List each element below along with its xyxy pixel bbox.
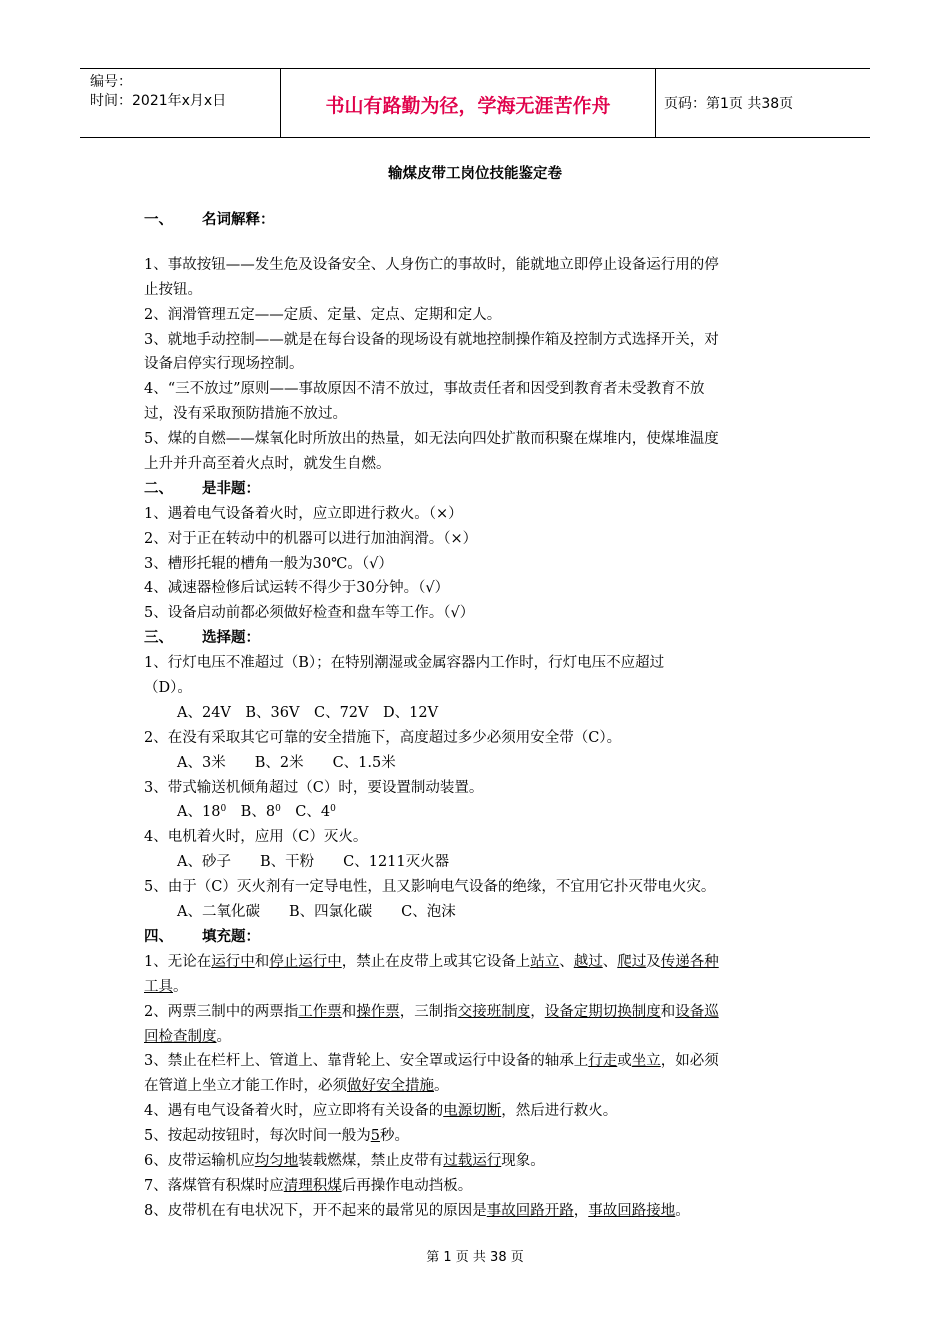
question: 4、电机着火时，应用（C）灭火。 xyxy=(144,829,368,846)
fill-item: 5、按起动按钮时，每次时间一般为5秒。 xyxy=(144,1128,409,1145)
answer-options: A、砂子 B、干粉 C、1211灭火器 xyxy=(177,854,450,871)
fill-item-cont: 回检查制度。 xyxy=(144,1028,231,1045)
list-item: 2、润滑管理五定——定质、定量、定点、定期和定人。 xyxy=(144,306,502,323)
header-motto: 书山有路勤为径，学海无涯苦作舟 xyxy=(325,95,611,117)
list-item-cont: 止按钮。 xyxy=(144,281,202,298)
list-item: 1、遇着电气设备着火时，应立即进行救火。（×） xyxy=(144,505,463,522)
list-item: 2、对于正在转动中的机器可以进行加油润滑。（×） xyxy=(144,530,478,547)
header-divider xyxy=(280,69,281,137)
document-header xyxy=(80,68,870,138)
list-item: 3、槽形托辊的槽角一般为30℃。（√） xyxy=(144,555,393,572)
list-item: 5、煤的自燃——煤氧化时所放出的热量，如无法向四处扩散而积聚在煤堆内，使煤堆温度 xyxy=(144,431,719,448)
question: 1、行灯电压不准超过（B）；在特别潮湿或金属容器内工作时，行灯电压不应超过 xyxy=(144,655,665,672)
list-item: 4、“三不放过”原则——事故原因不清不放过，事故责任者和因受到教育者未受教育不放 xyxy=(144,381,705,398)
fill-item-cont: 工具。 xyxy=(144,978,188,995)
question: 2、在没有采取其它可靠的安全措施下，高度超过多少必须用安全带（C）。 xyxy=(144,729,622,746)
page-info: 页码：第1页 共38页 xyxy=(664,96,794,112)
number-label: 编号： xyxy=(90,74,132,90)
fill-item: 6、皮带运输机应均匀地装载燃煤，禁止皮带有过载运行现象。 xyxy=(144,1152,545,1169)
question: 5、由于（C）灭火剂有一定导电性，且又影响电气设备的绝缘，不宜用它扑灭带电火灾。 xyxy=(144,879,716,896)
fill-item: 1、无论在运行中和停止运行中，禁止在皮带上或其它设备上站立、越过、爬过及传递各种 xyxy=(144,953,719,970)
answer-options: A、$18^0$ B、$8^0$ C、$4^0$ xyxy=(177,804,336,821)
date-label: 时间：2021年x月x日 xyxy=(90,93,227,109)
list-item-cont: 过，没有采取预防措施不放过。 xyxy=(144,406,347,423)
answer-options: A、3米 B、2米 C、1.5米 xyxy=(177,754,396,771)
answer-options: A、24V B、36V C、72V D、12V xyxy=(177,704,439,721)
header-divider xyxy=(655,69,656,137)
answer-options: A、二氧化碳 B、四氯化碳 C、泡沫 xyxy=(177,904,456,921)
section-heading: 一、 名词解释： xyxy=(144,212,275,228)
document-title: 输煤皮带工岗位技能鉴定卷 xyxy=(388,166,562,182)
list-item-cont: 设备启停实行现场控制。 xyxy=(144,356,304,373)
fill-item: 7、落煤管有积煤时应清理积煤后再操作电动挡板。 xyxy=(144,1177,473,1194)
list-item: 3、就地手动控制——就是在每台设备的现场设有就地控制操作箱及控制方式选择开关，对 xyxy=(144,331,719,348)
question: 3、带式输送机倾角超过（C）时，要设置制动装置。 xyxy=(144,779,484,796)
document-body xyxy=(144,208,812,1224)
page-footer: 第 1 页 共 38 页 xyxy=(426,1250,524,1265)
list-item: 1、事故按钮——发生危及设备安全、人身伤亡的事故时，能就地立即停止设备运行用的停 xyxy=(144,256,719,273)
fill-item: 4、遇有电气设备着火时，应立即将有关设备的电源切断，然后进行救火。 xyxy=(144,1103,618,1120)
section-heading: 二、 是非题： xyxy=(144,480,260,497)
fill-item: 2、两票三制中的两票指工作票和操作票，三制指交接班制度，设备定期切换制度和设备巡 xyxy=(144,1003,719,1020)
section-heading: 三、 选择题： xyxy=(144,630,260,647)
list-item: 5、设备启动前都必须做好检查和盘车等工作。（√） xyxy=(144,605,475,622)
section-heading: 四、 填充题： xyxy=(144,928,260,945)
fill-item: 3、禁止在栏杆上、管道上、靠背轮上、安全罩或运行中设备的轴承上行走或坐立，如必须 xyxy=(144,1053,719,1070)
fill-item: 8、皮带机在有电状况下，开不起来的最常见的原因是事故回路开路，事故回路接地。 xyxy=(144,1202,690,1219)
question-cont: （D）。 xyxy=(144,680,192,697)
list-item: 4、减速器检修后试运转不得少于30分钟。（√） xyxy=(144,580,450,597)
list-item-cont: 上升并升高至着火点时，就发生自燃。 xyxy=(144,456,391,473)
header-meta xyxy=(90,73,226,111)
fill-item-cont: 在管道上坐立才能工作时，必须做好安全措施。 xyxy=(144,1078,449,1095)
